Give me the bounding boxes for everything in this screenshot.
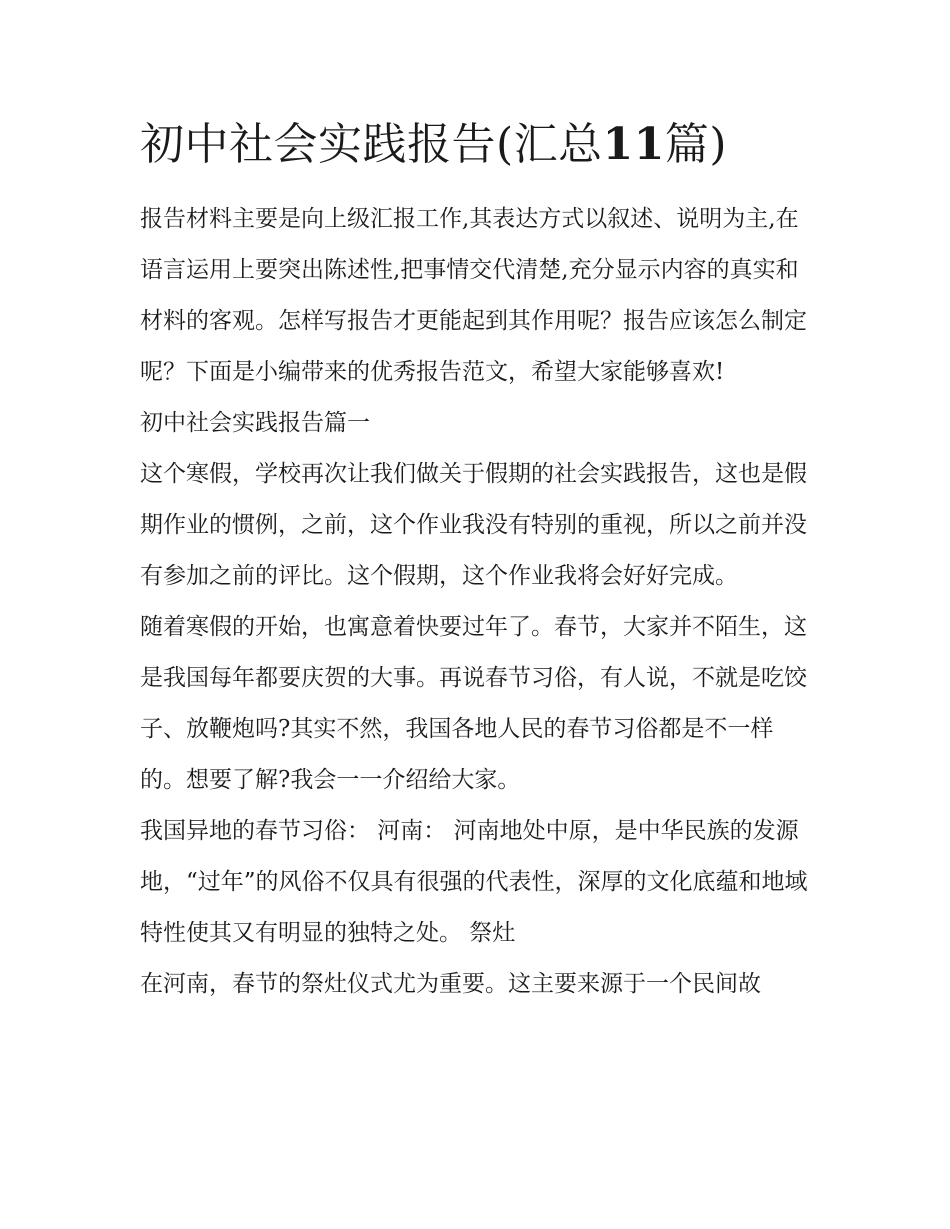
section-heading: 初中社会实践报告篇一	[140, 410, 370, 436]
document-body	[140, 110, 812, 1010]
body-paragraph-3: 我国异地的春节习俗： 河南： 河南地处中原，是中华民族的发源地，“过年”的风俗不仅具有很强的代表性，深厚的文化底蕴和地域特性使其又有明显的独特之处。 祭灶	[140, 818, 808, 946]
title-prefix: 初中社会实践报告(汇总	[140, 119, 603, 170]
title-suffix: 篇)	[664, 119, 728, 170]
body-paragraph-4: 在河南，春节的祭灶仪式尤为重要。这主要来源于一个民间故	[140, 971, 761, 997]
body-paragraph-2: 随着寒假的开始，也寓意着快要过年了。春节，大家并不陌生，这是我国每年都要庆贺的大事。再说春节习俗，有人说，不就是吃饺子、放鞭炮吗?其实不然，我国各地人民的春节习俗都是不一样的。想要了解?我会一一介绍给大家。	[140, 614, 807, 793]
body-paragraph-1: 这个寒假，学校再次让我们做关于假期的社会实践报告，这也是假期作业的惯例，之前，这个作业我没有特别的重视，所以之前并没有参加之前的评比。这个假期，这个作业我将会好好完成。	[140, 461, 807, 589]
title-number: 11	[602, 119, 665, 170]
document-title	[140, 110, 812, 180]
intro-paragraph: 报告材料主要是向上级汇报工作,其表达方式以叙述、说明为主,在语言运用上要突出陈述性,把事情交代清楚,充分显示内容的真实和材料的客观。怎样写报告才更能起到其作用呢？报告应该怎么制定呢？下面是小编带来的优秀报告范文，希望大家能够喜欢!	[140, 206, 807, 385]
